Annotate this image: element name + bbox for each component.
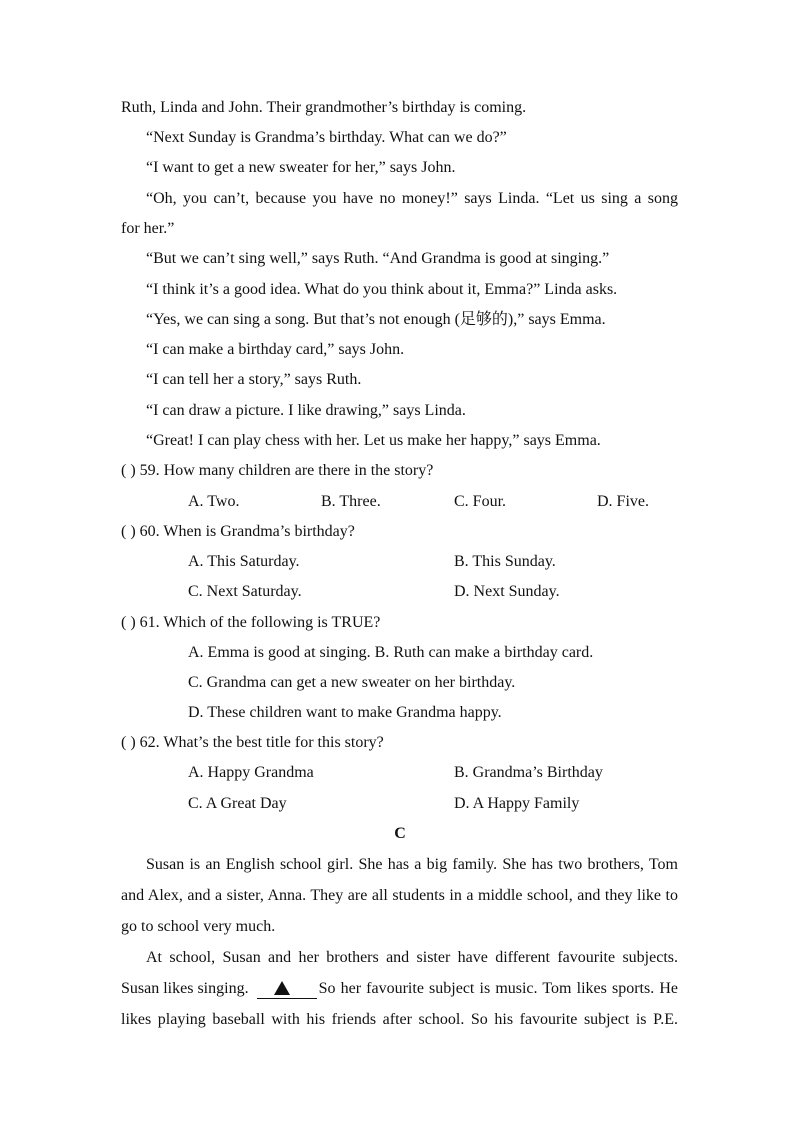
option-61-ab: A. Emma is good at singing. B. Ruth can make a birthday card. bbox=[188, 644, 594, 661]
passage-fragment: So her favourite subject is music. Tom likes sports. He bbox=[318, 980, 678, 997]
story-line: “I can draw a picture. I like drawing,” says Linda. bbox=[146, 402, 466, 419]
story-line: “Next Sunday is Grandma’s birthday. What can we do?” bbox=[146, 129, 507, 146]
option-60-b: B. This Sunday. bbox=[454, 553, 556, 570]
passage-line: Susan is an English school girl. She has a big family. She has two brothers, Tom bbox=[146, 856, 678, 873]
section-c-heading: C bbox=[394, 825, 406, 842]
passage-fragment: Susan likes singing. bbox=[121, 980, 249, 997]
passage-line-with-blank bbox=[121, 979, 678, 999]
option-62-d: D. A Happy Family bbox=[454, 795, 580, 812]
option-61-d: D. These children want to make Grandma happy. bbox=[188, 704, 502, 721]
option-60-d: D. Next Sunday. bbox=[454, 583, 560, 600]
story-line: “I can tell her a story,” says Ruth. bbox=[146, 371, 362, 388]
story-line: “Great! I can play chess with her. Let us make her happy,” says Emma. bbox=[146, 432, 601, 449]
story-line: for her.” bbox=[121, 220, 175, 237]
option-62-a: A. Happy Grandma bbox=[188, 764, 314, 781]
story-line: “I can make a birthday card,” says John. bbox=[146, 341, 405, 358]
option-59-b: B. Three. bbox=[321, 493, 381, 510]
story-line: Ruth, Linda and John. Their grandmother’s birthday is coming. bbox=[121, 99, 527, 116]
question-61: ( ) 61. Which of the following is TRUE? bbox=[121, 614, 381, 631]
passage-line: likes playing baseball with his friends after school. So his favourite subject is P.E. bbox=[121, 1011, 678, 1028]
story-line: “Yes, we can sing a song. But that’s not enough (足够的),” says Emma. bbox=[146, 311, 606, 328]
answer-blank[interactable] bbox=[257, 980, 317, 999]
option-60-a: A. This Saturday. bbox=[188, 553, 300, 570]
question-60: ( ) 60. When is Grandma’s birthday? bbox=[121, 523, 355, 540]
triangle-icon bbox=[274, 981, 290, 995]
option-59-c: C. Four. bbox=[454, 493, 507, 510]
question-62: ( ) 62. What’s the best title for this story? bbox=[121, 734, 384, 751]
story-line: “I want to get a new sweater for her,” says John. bbox=[146, 159, 456, 176]
option-62-b: B. Grandma’s Birthday bbox=[454, 764, 603, 781]
option-59-d: D. Five. bbox=[597, 493, 649, 510]
option-59-a: A. Two. bbox=[188, 493, 240, 510]
option-62-c: C. A Great Day bbox=[188, 795, 287, 812]
question-59: ( ) 59. How many children are there in the story? bbox=[121, 462, 434, 479]
passage-line: and Alex, and a sister, Anna. They are all students in a middle school, and they like to bbox=[121, 887, 678, 904]
passage-line: At school, Susan and her brothers and sister have different favourite subjects. bbox=[146, 949, 678, 966]
option-61-c: C. Grandma can get a new sweater on her birthday. bbox=[188, 674, 516, 691]
passage-line: go to school very much. bbox=[121, 918, 276, 935]
story-line: “But we can’t sing well,” says Ruth. “And Grandma is good at singing.” bbox=[146, 250, 610, 267]
story-line: “Oh, you can’t, because you have no money!” says Linda. “Let us sing a song bbox=[146, 190, 678, 207]
option-60-c: C. Next Saturday. bbox=[188, 583, 302, 600]
story-line: “I think it’s a good idea. What do you think about it, Emma?” Linda asks. bbox=[146, 281, 618, 298]
